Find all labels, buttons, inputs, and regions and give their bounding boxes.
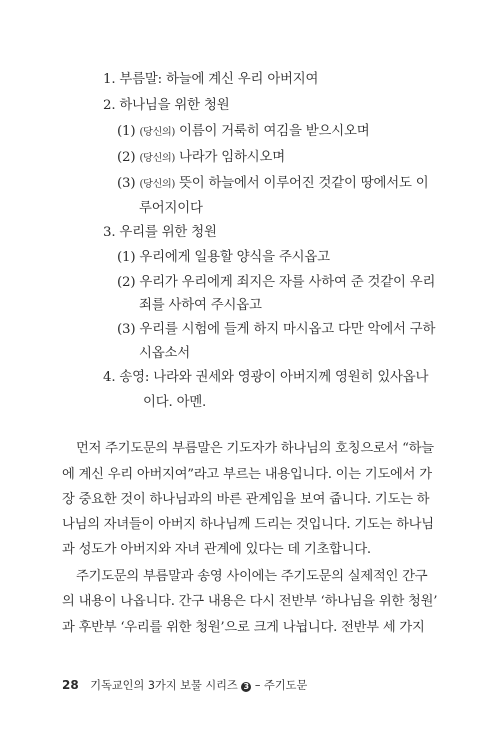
page-number: 28 [62,678,79,692]
paragraph-line: 주기도문의 부름말과 송영 사이에는 주기도문의 실제적인 간구 [76,569,428,584]
outline-item-3-3: (3) 우리를 시험에 들게 하지 마시옵고 다만 악에서 구하 [117,322,436,337]
item-note: (당신의) [139,153,175,164]
paragraph-line: 장 중요한 것이 하나님과의 바른 관계임을 보여 줍니다. 기도는 하 [62,492,430,507]
outline-item-3-2: (2) 우리가 우리에게 죄지은 자를 사하여 준 것같이 우리 [117,275,436,290]
item-text: 나라가 임하시오며 [178,150,285,165]
item-number: (3) [117,176,136,191]
item-text: 뜻이 하늘에서 이루어진 것같이 땅에서도 이 [178,176,429,191]
page-footer [62,677,307,693]
outline-item-3-2-cont: 죄를 사하여 주시옵고 [139,298,262,313]
outline-item-3: 3. 우리를 위한 청원 [103,225,217,240]
footer-subtitle: – 주기도문 [254,679,308,692]
paragraph-line: 의 내용이 나옵니다. 간구 내용은 다시 전반부 ‘하나님을 위한 청원’ [62,594,438,609]
item-note: (당신의) [139,179,175,190]
item-number: (1) [117,124,136,139]
outline-item-2-1 [117,123,369,142]
outline-item-2-2 [117,149,285,168]
item-text: 이름이 거룩히 여김을 받으시오며 [178,124,370,139]
paragraph-line: 과 후반부 ‘우리를 위한 청원’으로 크게 나뉩니다. 전반부 세 가지 [62,620,425,635]
volume-badge: 3 [241,682,251,692]
outline-item-3-3-cont: 시옵소서 [139,346,190,361]
series-title: 기독교인의 3가지 보물 시리즈 [90,679,238,692]
item-number: (2) [117,150,136,165]
outline-item-2-3 [117,175,429,194]
paragraph-line: 먼저 주기도문의 부름말은 기도자가 하나님의 호칭으로서 “하늘 [76,441,434,456]
paragraph-line: 나님의 자녀들이 아버지 하나님께 드리는 것입니다. 기도는 하나님 [62,517,434,532]
outline-item-2-3-cont: 루어지이다 [139,201,203,216]
outline-item-2: 2. 하나님을 위한 청원 [103,98,230,113]
outline-item-3-1: (1) 우리에게 일용할 양식을 주시옵고 [117,250,330,265]
paragraph-line: 과 성도가 아버지와 자녀 관계에 있다는 데 기초합니다. [62,542,371,557]
paragraph-line: 에 계신 우리 아버지여”라고 부르는 내용입니다. 이는 기도에서 가 [62,467,432,482]
item-note: (당신의) [139,127,175,138]
outline-item-1: 1. 부름말: 하늘에 계신 우리 아버지여 [103,72,319,87]
outline-item-4: 4. 송영: 나라와 권세와 영광이 아버지께 영원히 있사옵나 [103,370,429,385]
outline-item-4-cont: 이다. 아멘. [143,395,207,410]
